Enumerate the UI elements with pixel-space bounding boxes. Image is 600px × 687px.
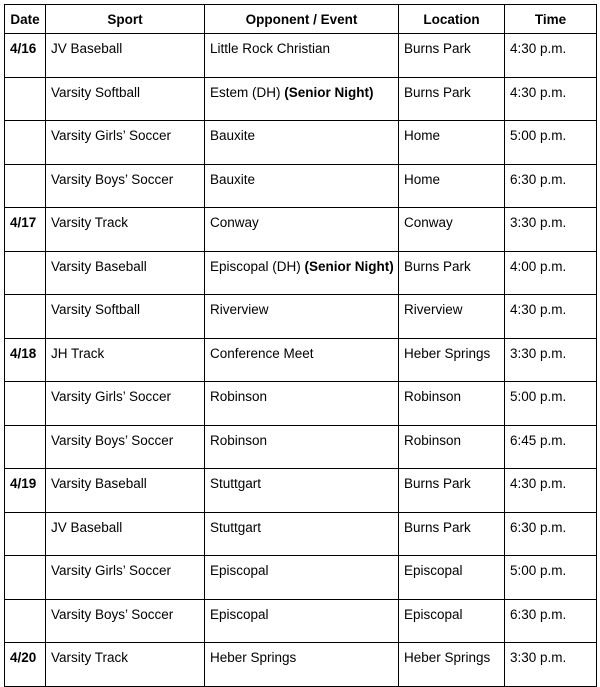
opponent-name: Stuttgart (210, 476, 262, 491)
time-cell: 5:00 p.m. (505, 121, 597, 165)
sport-cell: Varsity Boys’ Soccer (46, 164, 205, 208)
opponent-cell (205, 164, 399, 208)
opponent-cell (205, 77, 399, 121)
location-cell: Home (399, 121, 505, 165)
header-opponent: Opponent / Event (205, 5, 399, 34)
location-cell: Riverview (399, 295, 505, 339)
table-row (5, 425, 597, 469)
event-note: (Senior Night) (304, 258, 394, 274)
opponent-name: Episcopal (210, 563, 269, 578)
opponent-cell (205, 208, 399, 252)
location-cell: Robinson (399, 382, 505, 426)
location-cell: Heber Springs (399, 338, 505, 382)
location-cell: Burns Park (399, 77, 505, 121)
opponent-cell (205, 512, 399, 556)
table-row (5, 338, 597, 382)
opponent-name: Episcopal (210, 606, 269, 622)
time-cell: 4:30 p.m. (505, 34, 597, 78)
sport-cell: Varsity Softball (46, 295, 205, 339)
opponent-name: Bauxite (210, 171, 256, 187)
opponent-cell (205, 251, 399, 295)
location-cell: Robinson (399, 425, 505, 469)
sport-cell: Varsity Softball (46, 77, 205, 121)
header-time: Time (505, 5, 597, 34)
date-cell (5, 77, 46, 121)
location-cell: Burns Park (399, 34, 505, 78)
time-cell: 3:30 p.m. (505, 643, 597, 687)
opponent-name: Robinson (210, 432, 268, 448)
location-cell: Burns Park (399, 251, 505, 295)
opponent-name: Estem (DH) (210, 84, 281, 100)
sport-cell: Varsity Track (46, 208, 205, 252)
location-cell: Conway (399, 208, 505, 252)
time-cell: 4:00 p.m. (505, 251, 597, 295)
time-cell: 3:30 p.m. (505, 208, 597, 252)
sport-cell: Varsity Baseball (46, 251, 205, 295)
date-cell (5, 425, 46, 469)
location-cell: Heber Springs (399, 643, 505, 687)
location-cell: Episcopal (399, 599, 505, 643)
opponent-cell (205, 34, 399, 78)
date-cell (5, 556, 46, 600)
date-cell: 4/17 (5, 208, 46, 252)
sport-cell: Varsity Boys’ Soccer (46, 599, 205, 643)
opponent-name: Riverview (210, 302, 269, 317)
location-cell: Burns Park (399, 469, 505, 513)
table-row (5, 556, 597, 600)
sport-cell: Varsity Girls’ Soccer (46, 382, 205, 426)
table-row (5, 208, 597, 252)
time-cell: 6:30 p.m. (505, 164, 597, 208)
time-cell: 6:30 p.m. (505, 599, 597, 643)
event-note: (Senior Night) (284, 84, 374, 100)
date-cell (5, 164, 46, 208)
date-cell (5, 599, 46, 643)
sport-cell: Varsity Girls’ Soccer (46, 121, 205, 165)
schedule-table (4, 4, 597, 687)
opponent-name: Little Rock Christian (210, 41, 331, 56)
header-location: Location (399, 5, 505, 34)
location-cell: Home (399, 164, 505, 208)
time-cell: 5:00 p.m. (505, 556, 597, 600)
table-row (5, 512, 597, 556)
time-cell: 4:30 p.m. (505, 295, 597, 339)
opponent-cell (205, 599, 399, 643)
opponent-cell (205, 643, 399, 687)
opponent-cell (205, 556, 399, 600)
table-row (5, 164, 597, 208)
table-row (5, 469, 597, 513)
table-row (5, 599, 597, 643)
opponent-cell (205, 469, 399, 513)
sport-cell: Varsity Baseball (46, 469, 205, 513)
opponent-name: Stuttgart (210, 519, 262, 535)
opponent-name: Robinson (210, 389, 268, 404)
schedule-body (5, 34, 597, 687)
date-cell: 4/18 (5, 338, 46, 382)
date-cell: 4/20 (5, 643, 46, 687)
table-row (5, 77, 597, 121)
opponent-name: Conference Meet (210, 345, 314, 361)
header-sport: Sport (46, 5, 205, 34)
opponent-cell (205, 382, 399, 426)
location-cell: Burns Park (399, 512, 505, 556)
location-cell: Episcopal (399, 556, 505, 600)
header-row (5, 5, 597, 34)
time-cell: 4:30 p.m. (505, 469, 597, 513)
opponent-name: Episcopal (DH) (210, 258, 301, 274)
time-cell: 6:45 p.m. (505, 425, 597, 469)
opponent-name: Bauxite (210, 128, 256, 143)
opponent-cell (205, 121, 399, 165)
date-cell (5, 295, 46, 339)
time-cell: 3:30 p.m. (505, 338, 597, 382)
table-row (5, 251, 597, 295)
table-row (5, 34, 597, 78)
sport-cell: JV Baseball (46, 34, 205, 78)
sport-cell: Varsity Girls’ Soccer (46, 556, 205, 600)
table-row (5, 121, 597, 165)
opponent-cell (205, 338, 399, 382)
opponent-cell (205, 425, 399, 469)
table-row (5, 295, 597, 339)
time-cell: 6:30 p.m. (505, 512, 597, 556)
date-cell: 4/16 (5, 34, 46, 78)
opponent-name: Heber Springs (210, 650, 297, 665)
sport-cell: JV Baseball (46, 512, 205, 556)
time-cell: 5:00 p.m. (505, 382, 597, 426)
date-cell: 4/19 (5, 469, 46, 513)
sport-cell: Varsity Boys’ Soccer (46, 425, 205, 469)
time-cell: 4:30 p.m. (505, 77, 597, 121)
date-cell (5, 121, 46, 165)
sport-cell: JH Track (46, 338, 205, 382)
table-row (5, 382, 597, 426)
date-cell (5, 382, 46, 426)
date-cell (5, 512, 46, 556)
opponent-cell (205, 295, 399, 339)
date-cell (5, 251, 46, 295)
sport-cell: Varsity Track (46, 643, 205, 687)
header-date: Date (5, 5, 46, 34)
opponent-name: Conway (210, 215, 259, 230)
table-row (5, 643, 597, 687)
